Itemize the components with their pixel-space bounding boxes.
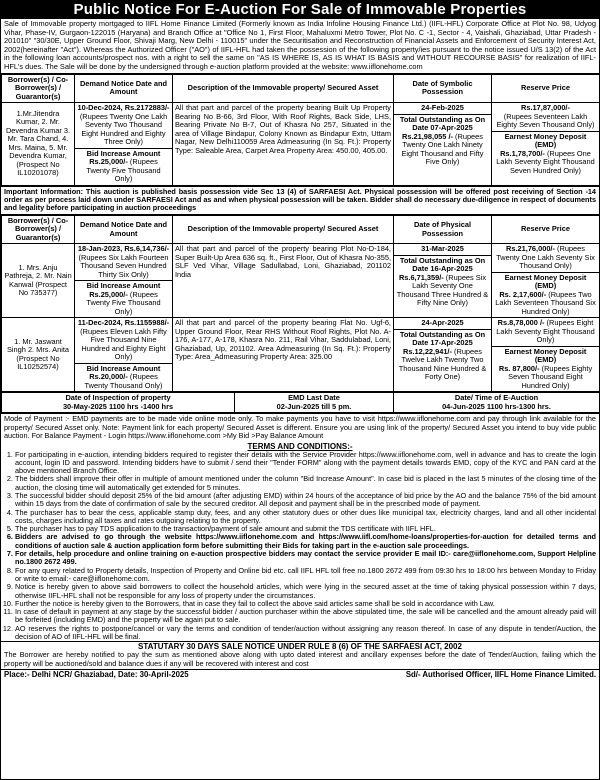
emd-words: (Rupees One Lakh Seventy Eight Thousand Seven Hundred Only): [496, 148, 595, 175]
property-cell: All that part and parcel of the property bearing Flat No. Ugf-6, Upper Ground Floor, Rear RHS Without Roof Rights, Plot No. A-176, A-177, A-178, Khasra No. 211, Rail Vihar, Saddulabad, Loni, Ghaziabad, Up, 201102. Area Admeasuring (In Sq. Ft.): Property Type: Area_Admeasuring Property Area: 325.00: [173, 318, 394, 392]
possession-date: 31-Mar-2025: [421, 244, 464, 254]
reserve-words: (Rupees Twenty One Lakh Seventy Six Thousand Only): [496, 244, 595, 271]
emd-amount: Rs. 2,17,600/-: [499, 289, 547, 299]
header-borrower: Borrower(s) / Co-Borrower(s) / Guarantor(s): [2, 74, 75, 103]
demand-amount: Rs.1155988/-: [124, 318, 170, 328]
bid-amount: Rs.25,000/-: [89, 157, 128, 167]
reserve-cell: [492, 318, 600, 392]
bid-label: Bid Increase Amount: [86, 281, 161, 291]
table-header-row: [2, 215, 600, 244]
outstanding-amount: Rs.12,22,941/-: [403, 346, 452, 356]
header-reserve: Reserve Price: [492, 74, 600, 103]
header-demand: Demand Notice Date and Amount: [75, 74, 173, 103]
dates-row: [2, 393, 600, 413]
header-possession: Date of Symbolic Possession: [394, 74, 492, 103]
terms-list: [1, 451, 599, 642]
bid-words: (Rupees Twenty Five Thousand Only): [86, 289, 161, 316]
emd-words: (Rupees Two Lakh Seventeen Thousand Six Hundred Only): [495, 289, 596, 316]
bid-words: (Rupees Twenty Thousand Only): [84, 372, 163, 390]
inspection-value: 30-May-2025 1100 hrs -1400 hrs: [62, 401, 174, 411]
demand-date: 11-Dec-2024,: [77, 318, 123, 328]
demand-date: 18-Jan-2023,: [77, 244, 123, 254]
outstanding-amount: Rs.21,98,055 /-: [402, 131, 453, 141]
borrower-cell: 1. Mr. Jaswant Singh 2. Mrs. Anita (Prospect No IL10252574): [2, 318, 75, 392]
footer-signatory: Sd/- Authorised Officer, IIFL Home Finance Limited.: [405, 670, 596, 680]
list-item: 4. The purchaser has to bear the cess, applicable stamp duty, fees, and any other statutory dues or other dues like municipal tax, electricity charges, land and all other incidental costs, charges including all taxes and rates outgoing relating to the property.: [15, 509, 596, 526]
demand-words: (Rupees Twenty One Lakh Seventy Two Thousand Eight Hundred and Eighty Three Only): [79, 111, 168, 147]
header-reserve: Reserve Price: [492, 215, 600, 244]
list-item: 9. Notice is hereby given to above said borrowers to collect the household articles, which were lying in the secured asset at the time of taking physical possession within 7 days, otherwise IIFL-HFL shall not be responsible for any loss of property under the circumstances.: [15, 583, 596, 600]
emd-words: (Rupees Eighty Seven Thousand Eight Hundred Only): [508, 363, 593, 390]
list-item: 2. The bidders shall improve their offer in multiple of amount mentioned under the column "Bid Increase Amount". In case bid is placed in the last 5 minutes of the closing time of the auction, the closing time will automatically get extended for 5 minutes.: [15, 475, 596, 492]
footer-place-date: Place:- Delhi NCR/ Ghaziabad, Date: 30-April-2025: [4, 670, 189, 680]
emd-label: Earnest Money Deposit (EMD): [504, 346, 587, 365]
outstanding-words: (Rupees Six Lakh Seventy One Thousand Three Hundred & Fifty Nine Only): [396, 272, 489, 308]
list-item: 5. The purchaser has to pay TDS application to the transaction/payment of sale amount and submit the TDS certificate with IIFL HFL.: [15, 525, 596, 533]
mode-of-payment: Mode of Payment :- EMD payments are to be made vide online mode only. To make payments you have to visit https://www.iiflonehome.com and pay through link available for the property/ Secured Asset only. Note: Payment link for each property/ Secured Asset is different. Ensure you are using link of the property/ Secured Asset you intend to buy vide public auction. For Balance Payment - Login https://www.iiflonehome.com >My Bid >Pay Balance Amount: [1, 413, 599, 441]
table-row: [2, 244, 600, 318]
dates-table: [1, 392, 600, 413]
possession-cell: [394, 318, 492, 392]
list-item: 10. Further the notice is hereby given to the Borrowers, that in case they fail to collect the above said articles same shall be sold in accordance with Law.: [15, 600, 596, 608]
possession-cell: [394, 244, 492, 318]
bid-label: Bid Increase Amount: [86, 363, 161, 373]
header-property: Description of the Immovable property/ Secured Asset: [173, 74, 394, 103]
emd-amount: Rs.1,78,700/-: [500, 148, 545, 158]
demand-date: 10-Dec-2024,: [77, 103, 123, 113]
bid-amount: Rs.25,000/-: [89, 289, 128, 299]
statutory-heading: STATUTARY 30 DAYS SALE NOTICE UNDER RULE 8 (6) OF THE SARFAESI ACT, 2002: [1, 641, 599, 651]
emd-last-label: EMD Last Date: [288, 393, 340, 403]
table-row: [2, 318, 600, 392]
notice-title: Public Notice For E-Auction For Sale of Immovable Properties: [1, 1, 599, 19]
possession-date: 24-Feb-2025: [421, 103, 464, 113]
reserve-amount: Rs.8,78,000 /-: [497, 318, 545, 328]
outstanding-label: Total Outstanding as On Date 07-Apr-2025: [399, 114, 486, 133]
reserve-words: (Rupees Seventeen Lakh Eighty Seven Thousand Only): [496, 111, 595, 130]
property-cell: All that part and parcel of the property bearing Built Up Property Bearing No B-66, 3rd Floor, With Roof Rights, Back Side, LHS, Bearing Private No B-7, Out of Khasra No 257, Situated in the area of Village Bindapur, Colony Known as Bindapur Extn, Uttam Nagar, New Delhi110059 Area Admeasuring (In Sq. Ft.): Property Type: Saleable Area, Carpet Area Property Area: 450.00, 405.00.: [173, 103, 394, 186]
header-property: Description of the Immovable property/ Secured Asset: [173, 215, 394, 244]
property-cell: All that part and parcel of the property bearing Plot No-D-184, Super Built-Up Area 636 sq. ft., First Floor, Out of Khasra No-355, SLF Ved Vihar, Village Sadullabad, Loni, Ghaziabad, 201102 India: [173, 244, 394, 318]
auction-cell: [394, 393, 600, 413]
demand-cell: [75, 103, 173, 186]
property-table-2: [1, 215, 600, 393]
reserve-cell: [492, 244, 600, 318]
inspection-label: Date of Inspection of property: [65, 393, 171, 403]
emd-label: Earnest Money Deposit (EMD): [504, 131, 587, 150]
table-header-row: [2, 74, 600, 103]
table-row: [2, 103, 600, 186]
reserve-amount: Rs.21,76,000/-: [506, 244, 555, 254]
emd-label: Earnest Money Deposit (EMD): [504, 272, 587, 291]
intro-paragraph: Sale of Immovable property mortgaged to IIFL Home Finance Limited (Formerly known as India Infoline Housing Finance Ltd.) (IIFL-HFL) Corporate Office at Plot No. 98, Udyog Vihar, Phase-IV, Gurgaon-122015 (Haryana) and Branch Office at "Office No 1, First Floor, Mahaluxmi Metro Tower, Plot No. C -1, Sector - 4, Vaishali, Ghaziabad, Uttar Pradesh - 201010" "30/30E, Upper Ground Floor, Shivaji Marg, New Delhi - 110015" under the Securitisation and Reconstruction of Financial Assets and Enforcement of Security Interest Act, 2002(hereinafter "Act"). Whereas the Authorized Officer ("AO") of IIFL-HFL had taken the possession of the following property/ies pursuant to the notice issued U/S 13(2) of the Act in the following loan accounts/prospect nos. with a right to sell the same on "AS IS WHERE IS, AS IS WHAT IS BASIS and WITHOUT RECOURSE BASIS" for realization of IIFL-HFL's dues. The Sale will be done by the undersigned through e-auction platform provided at the website: www.iiflonehome.com: [1, 19, 599, 74]
borrower-cell: 1. Mrs. Anju Pathreja, 2. Mr. Nain Kanwal (Prospect No 735377): [2, 244, 75, 318]
outstanding-amount: Rs.6,71,359/-: [398, 272, 444, 282]
outstanding-words: (Rupees Twenty One Lakh Ninety Eight Thousand and Fifty Five Only): [401, 131, 484, 167]
list-item: 7. For details, help procedure and online training on e-auction prospective bidders may contact the service provider E mail ID:- care@iiflonehome.com, Support Helpline no.1800 2672 499.: [15, 550, 596, 567]
footer: [1, 669, 599, 680]
demand-cell: [75, 244, 173, 318]
possession-cell: [394, 103, 492, 186]
inspection-cell: [2, 393, 235, 413]
emd-last-cell: [235, 393, 394, 413]
emd-last-value: 02-Jun-2025 till 5 pm.: [276, 401, 352, 411]
reserve-amount: Rs.17,87,000/-: [521, 103, 570, 113]
demand-words: (Rupees Six Lakh Fourteen Thousand Seven Hundred Thirty Six Only): [78, 252, 169, 279]
important-information: Important Information: This auction is published basis possession vide Sec 13 (4) of SARFAESI Act. Physical possession will be offered post receiving of Section -14 order as per process laid down under SARFAESI Act and as and when physical possession will be taken. Bidder shall do necessary due-diligence in respect of documents and legality before participating in auction proceedings: [1, 186, 599, 215]
terms-heading: TERMS AND CONDITIONS:-: [247, 441, 353, 451]
borrower-cell: 1.Mr.Jitendra Kumar, 2. Mr. Devendra Kumar 3. Mr. Tara Chand, 4. Mrs. Maina, 5. Mr. Devendra Kumar, (Prospect No IL10201078): [2, 103, 75, 186]
emd-amount: Rs. 87,800/-: [498, 363, 540, 373]
demand-words: (Rupees Eleven Lakh Fifty Five Thousand Nine Hundred and Eighty Eight Only): [80, 326, 167, 362]
demand-amount: Rs.6,14,736/-: [124, 244, 170, 254]
bid-amount: Rs.20,000/-: [89, 372, 128, 382]
list-item: 6. Bidders are advised to go through the website https://www.iiflonehome.com and https://www.iifl.com/home-loans/properties-for-auction for detailed terms and conditions of auction sale & auction application form before submitting their Bids for taking part in the e-auction sale proceedings.: [15, 533, 596, 550]
possession-date: 24-Apr-2025: [421, 318, 464, 328]
header-possession: Date of Physical Possession: [394, 215, 492, 244]
header-demand: Demand Notice Date and Amount: [75, 215, 173, 244]
bid-words: (Rupees Twenty Five Thousand Only): [86, 157, 161, 184]
list-item: 3. The successful bidder should deposit 25% of the bid amount (after adjusting EMD) within 24 hours of the acceptance of bid price by the AO and the balance 75% of the bid amount within 15 days from the date of confirmation of sale by the secured creditor. All deposit and payment shall be in the prescribed mode of payment.: [15, 492, 596, 509]
bid-label: Bid Increase Amount: [86, 148, 161, 158]
outstanding-label: Total Outstanding as On Date 16-Apr-2025: [399, 255, 486, 274]
list-item: 11. In case of default in payment at any stage by the successful bidder / auction purchaser within the above stipulated time, the sale will be cancelled and the amount already paid will be forfeited (including EMD) and the property will be again put to sale.: [15, 608, 596, 625]
list-item: 1. For participating in e-auction, intending bidders required to register their details with the Service Provider https://www.iiflonehome.com, well in advance and has to create the login account, login ID and password. Intending bidders have to submit / send their "Tender FORM" along with the payment details towards EMD, copy of the KYC and PAN card at the above mentioned Branch Office.: [15, 451, 596, 476]
outstanding-words: (Rupees Twelve Lakh Twenty Two Thousand Nine Hundred & Forty One): [398, 346, 487, 382]
demand-amount: Rs.2172883/-: [124, 103, 170, 113]
reserve-words: (Rupees Eight Lakh Seventy Eight Thousand Only): [496, 318, 595, 345]
demand-cell: [75, 318, 173, 392]
reserve-cell: [492, 103, 600, 186]
auction-value: 04-Jun-2025 1100 hrs-1300 hrs.: [442, 401, 551, 411]
property-table-1: [1, 74, 600, 186]
header-borrower: Borrower(s) / Co-Borrower(s) / Guarantor(s): [2, 215, 75, 244]
statutory-text: The Borrower are hereby notified to pay the sum as mentioned above along with upto dated interest and ancillary expenses before the date of Tender/Auction, failing which the property will be auctioned/sold and balance dues if any will be recovered with interest and cost: [4, 650, 596, 668]
list-item: 8. For any query related to Property details, Inspection of Property and Online bid etc. call IIFL HFL toll free no.1800 2672 499 from 09:30 hrs to 18:00 hrs between Monday to Friday or write to email:- care@iiflonehome.com.: [15, 567, 596, 584]
list-item: 12. AO reserves the rights to postpone/cancel or vary the terms and condition of tender/auction without assigning any reason thereof. In case of any dispute in tender/Auction, the decision of AO of IIFL-HFL will be final.: [15, 625, 596, 642]
outstanding-label: Total Outstanding as On Date 17-Apr-2025: [399, 329, 486, 348]
auction-label: Date/ Time of E-Auction: [454, 393, 539, 403]
